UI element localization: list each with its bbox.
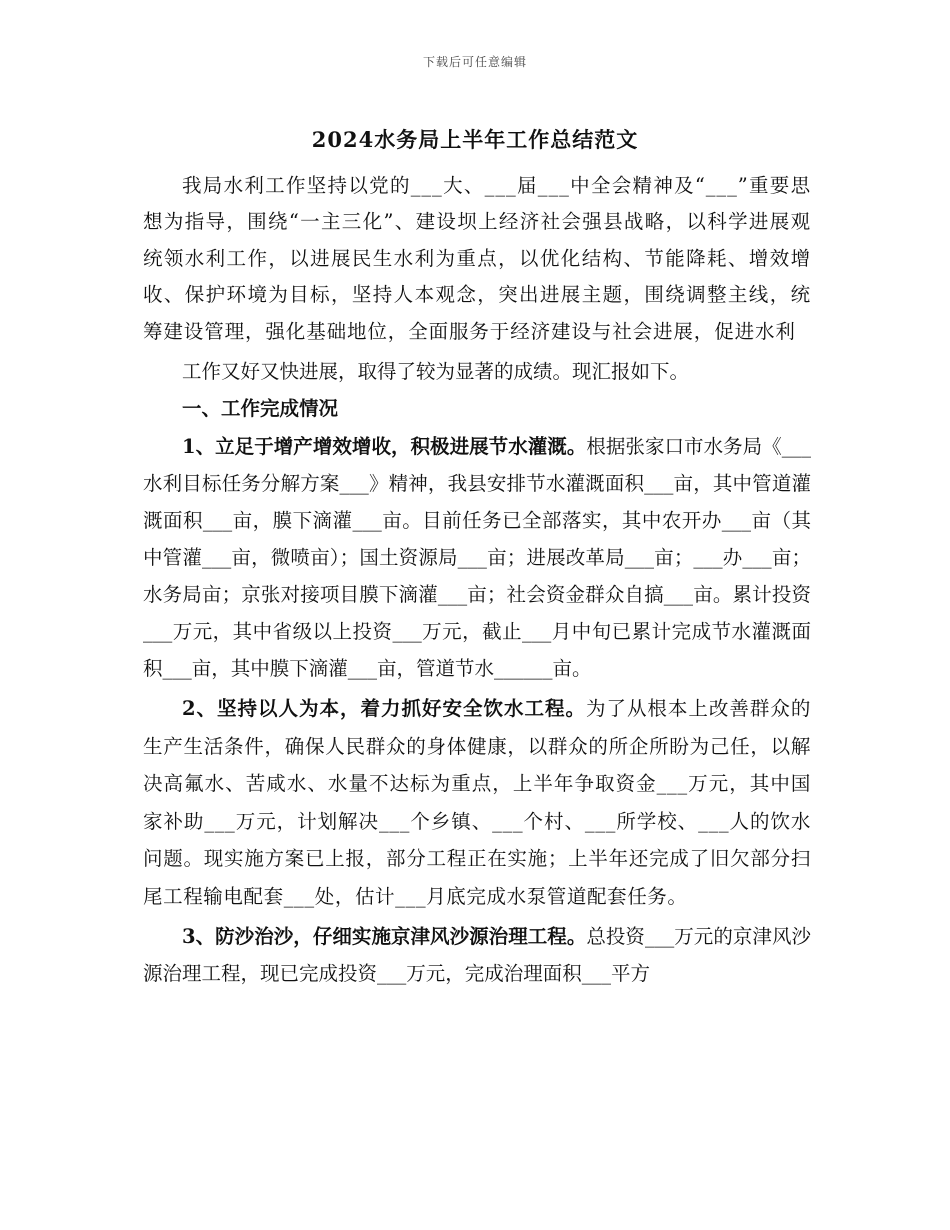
document-title: 2024水务局上半年工作总结范文 [311, 127, 639, 152]
item-paragraph-water-saving-irrigation [143, 428, 811, 687]
page-header-note: 下载后可任意编辑 [422, 55, 527, 69]
section-heading-work-completion: 一、工作完成情况 [182, 397, 339, 421]
item-lead-drinking-water: 2、坚持以人为本，着力抓好安全饮水工程。 [182, 697, 586, 721]
item-lead-sand-control: 3、防沙治沙，仔细实施京津风沙源治理工程。 [182, 925, 587, 949]
item-body-sand-control: 总投资___万元的京津风沙源治理工程，现已完成投资___万元，完成治理面积___平方 [143, 925, 811, 986]
item-paragraph-drinking-water [143, 690, 811, 915]
intro-continued-paragraph: 工作又好又快进展，取得了较为显著的成绩。现汇报如下。 [182, 360, 690, 384]
item-body-drinking-water: 为了从根本上改善群众的生产生活条件，确保人民群众的身体健康，以群众的所企所盼为己任，以解决高氟水、苦咸水、水量不达标为重点，上半年争取资金___万元，其中国家补助___万元，计划解决___个乡镇、___个村、___所学校、___人的饮水问题。现实施方案已上报，部分工程正在实施；上半年还完成了旧欠部分扫尾工程输电配套___处，估计___月底完成水泵管道配套任务。 [143, 697, 812, 908]
document-body [143, 168, 811, 992]
intro-paragraph: 我局水利工作坚持以党的___大、___届___中全会精神及“___”重要思想为指导，围绕“一主三化”、建设坝上经济社会强县战略，以科学进展观统领水利工作，以进展民生水利为重点，以优化结构、节能降耗、增效增收、保护环境为目标，坚持人本观念，突出进展主题，围绕调整主线，统筹建设管理，强化基础地位，全面服务于经济建设与社会进展，促进水利 [143, 174, 811, 343]
item-paragraph-sand-control [143, 918, 811, 992]
item-body-water-saving-irrigation: 根据张家口市水务局《___水利目标任务分解方案___》精神，我县安排节水灌溉面积___亩，其中管道灌溉面积___亩，膜下滴灌___亩。目前任务已全部落实，其中农开办___亩（其中管灌___亩，微喷亩）；国土资源局___亩；进展改革局___亩；___办___亩；水务局亩；京张对接项目膜下滴灌___亩；社会资金群众自搞___亩。累计投资___万元，其中省级以上投资___万元，截止___月中旬已累计完成节水灌溉面积___亩，其中膜下滴灌___亩，管道节水______亩。 [143, 435, 811, 681]
item-lead-water-saving-irrigation: 1、立足于增产增效增收，积极进展节水灌溉。 [182, 435, 587, 459]
